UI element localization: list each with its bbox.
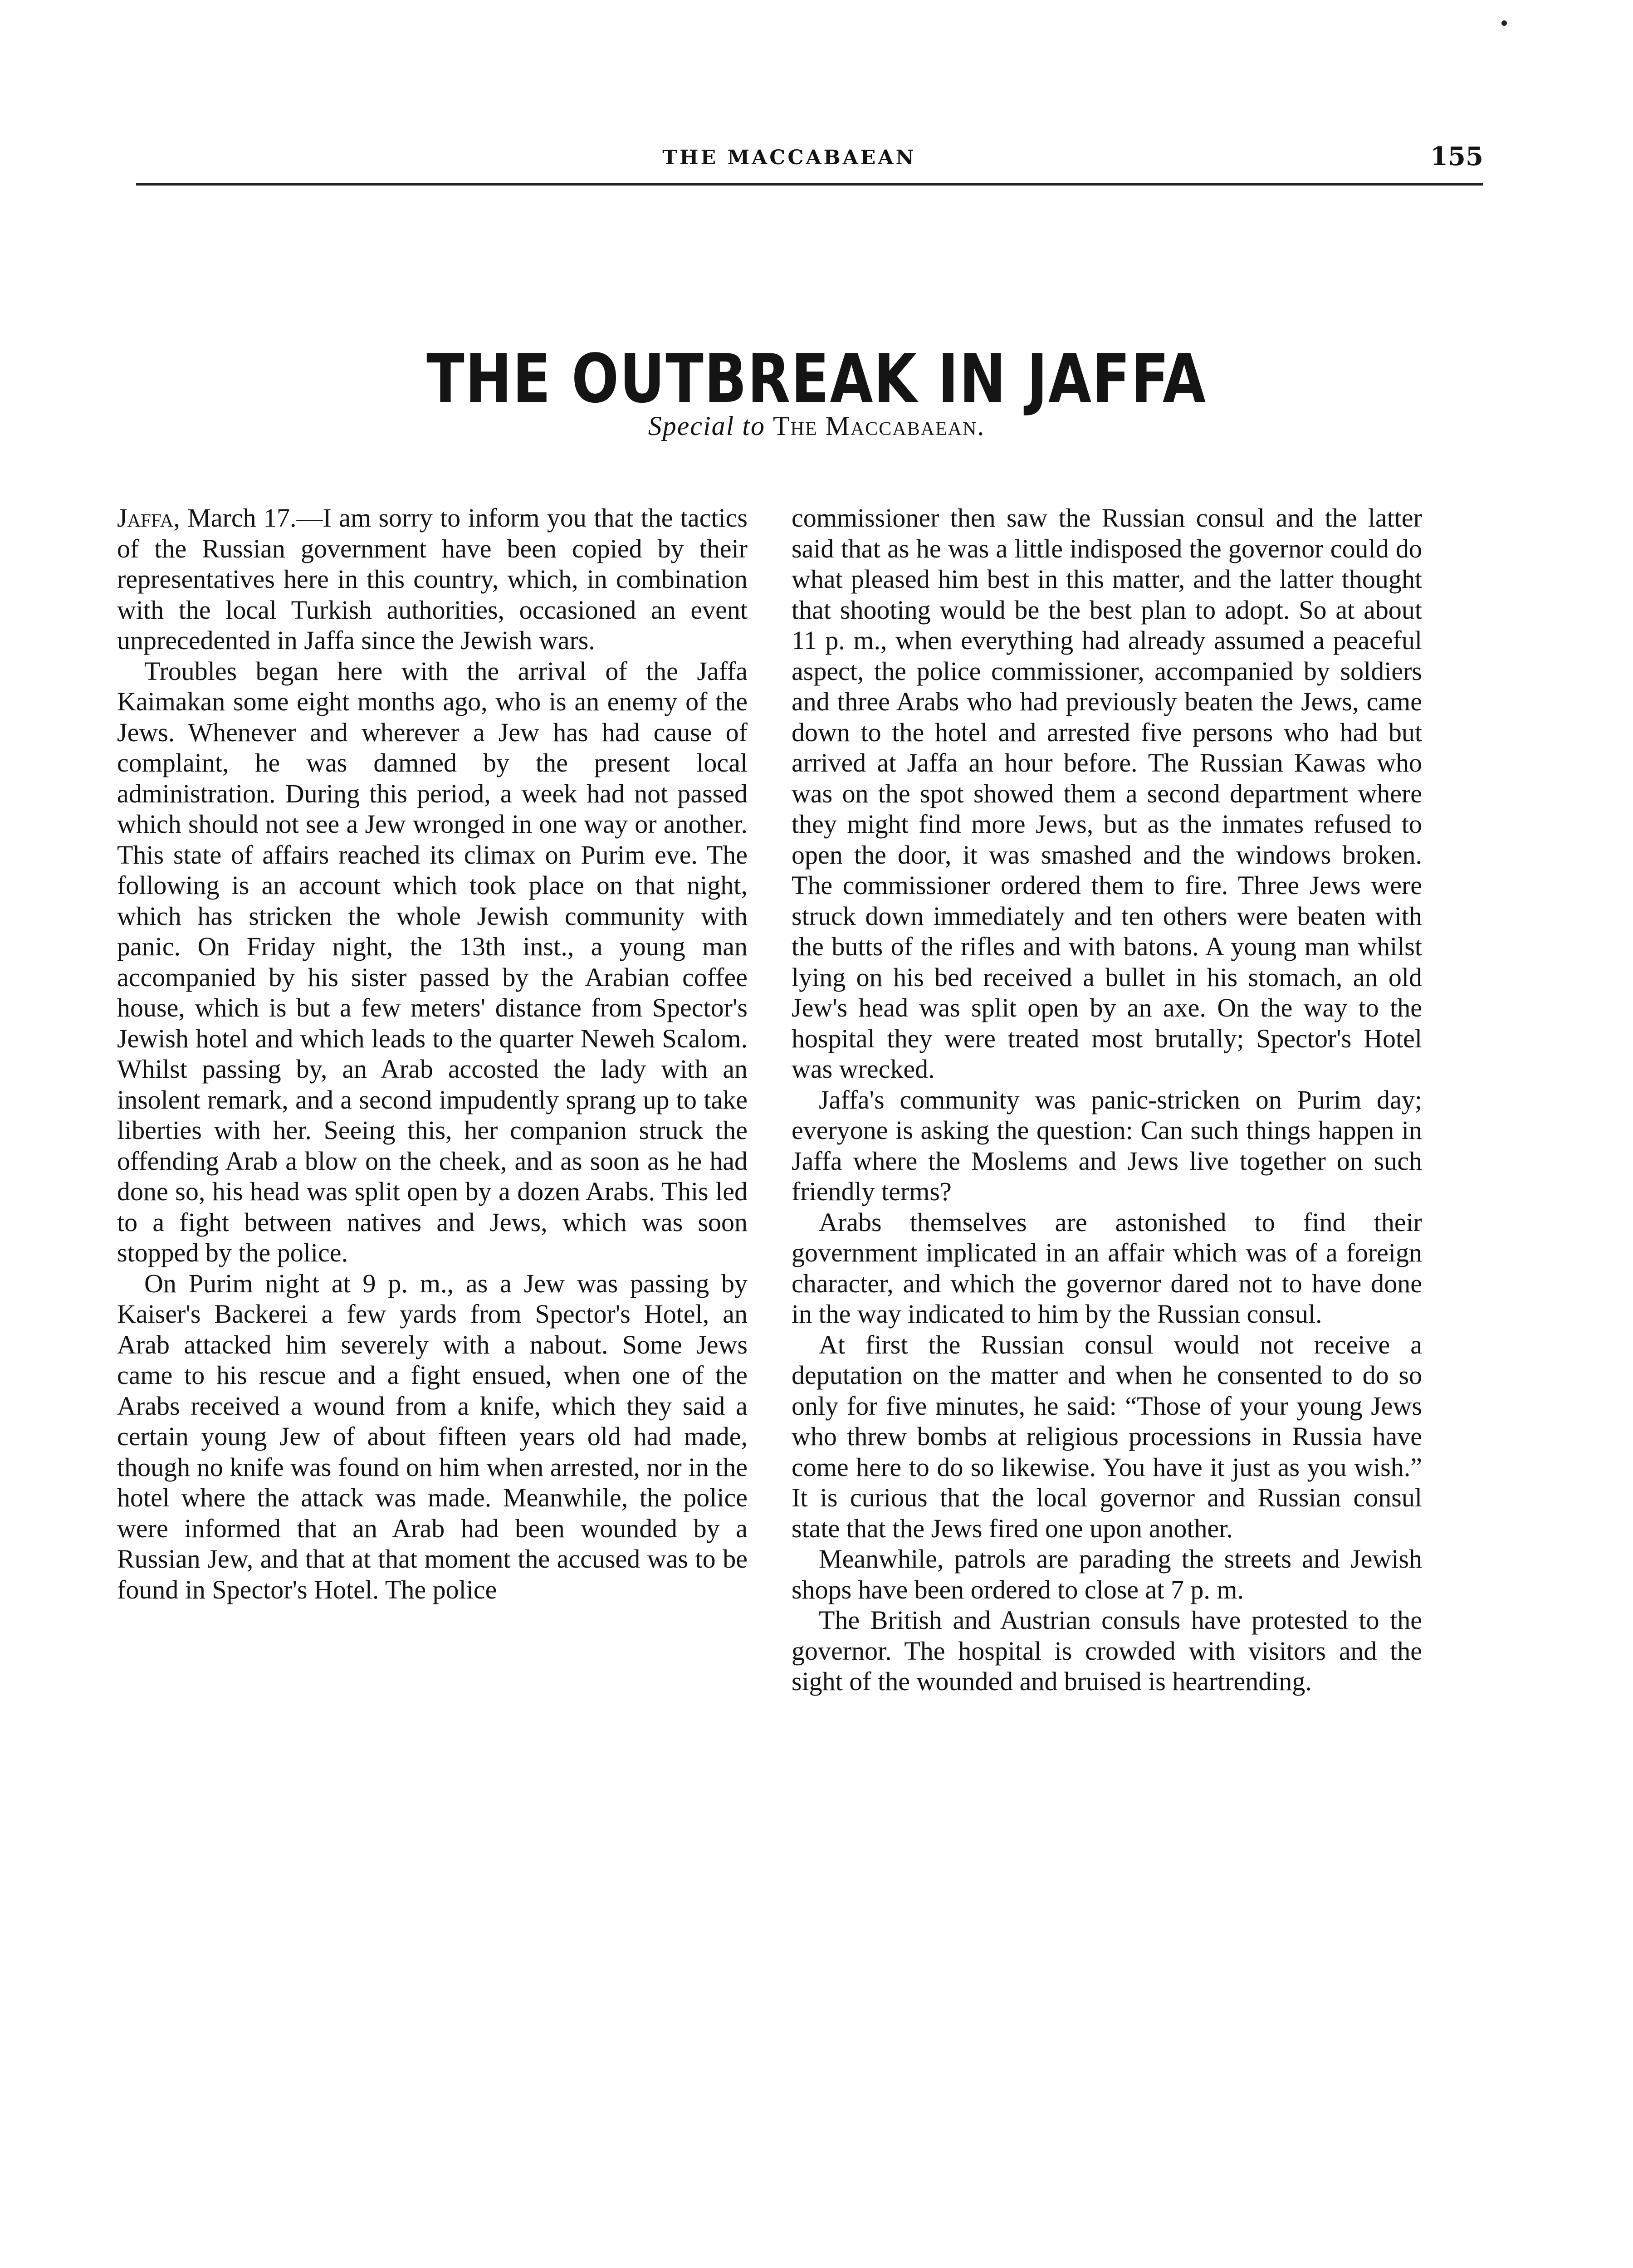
article-column-left [117,503,748,1605]
article-paragraph: Meanwhile, patrols are parading the streets and Jewish shops have been ordered to close at 7 p. m. [792,1544,1422,1604]
byline [0,411,1633,442]
header-rule [136,183,1483,186]
article-column-right [792,503,1422,1697]
byline-prefix: Special to [648,411,765,441]
byline-publication: The Maccabaean. [772,411,985,441]
article-paragraph: The British and Austrian consuls have protested to the governor. The hospital is crowded with visitors and the sight of the wounded and bruised is heartrending. [792,1605,1422,1696]
article-paragraph [117,503,748,656]
article-paragraph: At first the Russian consul would not receive a deputation on the matter and when he consented to do so only for five minutes, he said: “Those of your young Jews who threw bombs at religious processions in Russia have come here to do so likewise. You have it just as you wish.” It is curious that the local governor and Russian consul state that the Jews fired one upon another. [792,1330,1422,1543]
article-paragraph: Jaffa's community was panic-stricken on Purim day; everyone is asking the question: Can such things happen in Jaffa where the Moslems and Jews live together on such friendly terms? [792,1085,1422,1206]
running-header-title: THE MACCABAEAN [662,146,916,169]
scan-speck [1501,20,1507,26]
article-paragraph: Arabs themselves are astonished to find their government implicated in an affair which was of a foreign character, and which the governor dared not to have done in the way indicated to him by the Russian consul. [792,1207,1422,1329]
article-paragraph: On Purim night at 9 p. m., as a Jew was passing by Kaiser's Backerei a few yards from Spector's Hotel, an Arab attacked him severely with a nabout. Some Jews came to his rescue and a fight ensued, when one of the Arabs received a wound from a knife, which they said a certain young Jew of about fifteen years old had made, though no knife was found on him when arrested, nor in the hotel where the attack was made. Meanwhile, the police were informed that an Arab had been wounded by a Russian Jew, and that at that moment the accused was to be found in Spector's Hotel. The police [117,1268,748,1604]
article-paragraph: Troubles began here with the arrival of the Jaffa Kaimakan some eight months ago, who is an enemy of the Jews. Whenever and wherever a Jew has had cause of complaint, he was damned by the present local administration. During this period, a week had not passed which should not see a Jew wronged in one way or another. This state of affairs reached its climax on Purim eve. The following is an account which took place on that night, which has stricken the whole Jewish community with panic. On Friday night, the 13th inst., a young man accompanied by his sister passed by the Arabian coffee house, which is but a few meters' distance from Spector's Jewish hotel and which leads to the quarter Neweh Scalom. Whilst passing by, an Arab accosted the lady with an insolent remark, and a second impudently sprang up to take liberties with her. Seeing this, her companion struck the offending Arab a blow on the cheek, and as soon as he had done so, his head was split open by a dozen Arabs. This led to a fight between natives and Jews, which was soon stopped by the police. [117,656,748,1267]
paragraph-text: March 17.—I am sorry to inform you that the tactics of the Russian government have been copied by their representatives here in this country, which, in combination with the local Turkish authorities, occasioned an event unprecedented in Jaffa since the Jewish wars. [117,503,748,655]
dateline: Jaffa, [117,503,180,533]
article-headline: THE OUTBREAK IN JAFFA [426,340,1207,418]
article-paragraph: commissioner then saw the Russian consul and the latter said that as he was a little indisposed the governor could do what pleased him best in this matter, and the latter thought that shooting would be the best plan to adopt. So at about 11 p. m., when everything had already assumed a peaceful aspect, the police commissioner, accompanied by soldiers and three Arabs who had previously beaten the Jews, came down to the hotel and arrested five persons who had but arrived at Jaffa an hour before. The Russian Kawas who was on the spot showed them a second department where they might find more Jews, but as the inmates refused to open the door, it was smashed and the windows broken. The commissioner ordered them to fire. Three Jews were struck down immediately and ten others were beaten with the butts of the rifles and with batons. A young man whilst lying on his bed received a bullet in his stomach, an old Jew's head was split open by an axe. On the way to the hospital they were treated most brutally; Spector's Hotel was wrecked. [792,503,1422,1084]
page-number: 155 [1430,142,1483,171]
